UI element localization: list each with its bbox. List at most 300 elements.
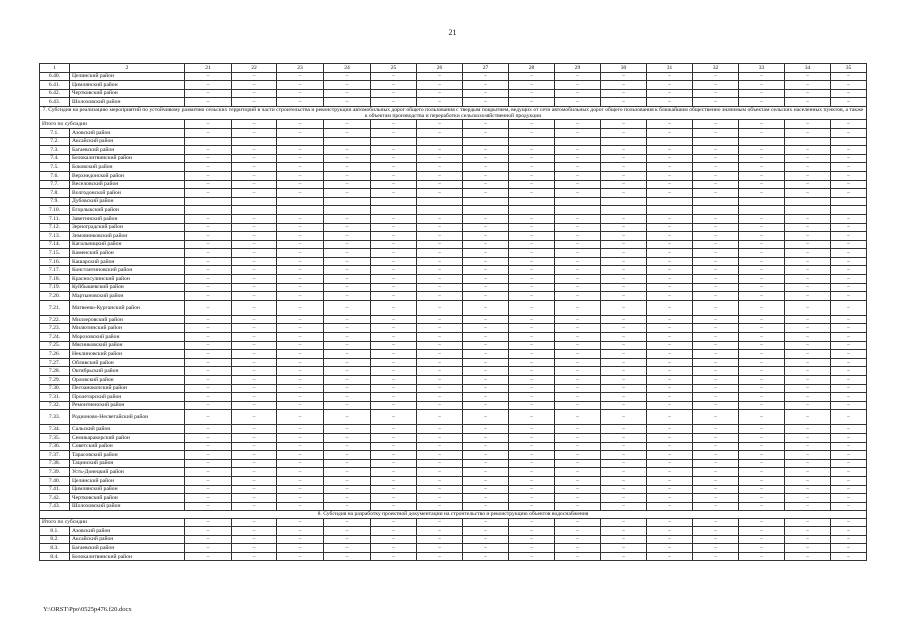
value-cell: – [601,171,647,180]
value-cell: – [831,98,867,107]
value-cell: – [463,315,509,324]
value-cell: – [417,189,463,198]
value-cell: – [601,257,647,266]
value-cell: – [693,442,739,451]
value-cell [831,137,867,146]
value-cell: – [785,89,831,98]
row-number: 7.8. [40,189,70,198]
value-cell: – [601,292,647,301]
value-cell: – [185,214,232,223]
value-cell: – [324,214,371,223]
value-cell: – [417,275,463,284]
value-cell: – [555,283,601,292]
value-cell: – [785,275,831,284]
value-cell: – [647,249,693,258]
value-cell [417,206,463,215]
value-cell: – [324,425,371,434]
row-number: 7.33. [40,410,70,425]
value-cell: – [555,266,601,275]
value-cell: – [555,333,601,342]
value-cell: – [371,275,417,284]
row-number: 7.36. [40,442,70,451]
district-name: Багаевский район [70,146,185,155]
value-cell: – [185,315,232,324]
value-cell [463,137,509,146]
value-cell: – [601,350,647,359]
value-cell: – [647,350,693,359]
row-number: 7.21. [40,300,70,315]
value-cell: – [185,544,232,553]
table-row [40,341,867,350]
row-number: 7.3. [40,146,70,155]
value-cell: – [601,384,647,393]
value-cell: – [371,72,417,81]
value-cell: – [324,476,371,485]
column-header: 22 [232,64,277,73]
value-cell: – [831,249,867,258]
table-row [40,376,867,385]
value-cell: – [277,494,324,503]
table-row [40,266,867,275]
value-cell: – [831,180,867,189]
value-cell [555,137,601,146]
value-cell: – [277,376,324,385]
table-row [40,214,867,223]
value-cell: – [739,120,785,129]
value-cell: – [647,425,693,434]
value-cell: – [509,163,555,172]
value-cell: – [277,485,324,494]
value-cell: – [509,518,555,527]
value-cell [831,206,867,215]
value-cell: – [417,81,463,90]
table-row [40,171,867,180]
value-cell: – [693,266,739,275]
value-cell: – [647,120,693,129]
district-name: Верхнедонской район [70,171,185,180]
table-row [40,535,867,544]
value-cell: – [785,518,831,527]
value-cell: – [417,544,463,553]
value-cell: – [555,240,601,249]
value-cell: – [185,494,232,503]
value-cell: – [693,494,739,503]
value-cell: – [693,358,739,367]
district-name: Цимлянский район [70,485,185,494]
district-name: Цимлянский район [70,81,185,90]
value-cell: – [371,333,417,342]
value-cell: – [232,410,277,425]
value-cell: – [324,544,371,553]
value-cell: – [463,154,509,163]
district-name: Волгодонской район [70,189,185,198]
table-row [40,180,867,189]
data-table [39,63,867,561]
value-cell: – [693,544,739,553]
value-cell: – [647,476,693,485]
row-number: 7.2. [40,137,70,146]
value-cell: – [647,275,693,284]
value-cell: – [693,249,739,258]
district-name: Неклиновский район [70,350,185,359]
value-cell: – [647,189,693,198]
value-cell: – [693,146,739,155]
value-cell: – [739,315,785,324]
value-cell: – [601,89,647,98]
value-cell: – [463,451,509,460]
row-number: 7.16. [40,257,70,266]
value-cell: – [693,527,739,536]
district-name: Ремонтненский район [70,401,185,410]
value-cell [739,197,785,206]
value-cell: – [463,410,509,425]
table-row [40,240,867,249]
value-cell: – [371,485,417,494]
value-cell: – [601,425,647,434]
district-name: Пролетарский район [70,393,185,402]
value-cell: – [601,552,647,561]
value-cell: – [601,249,647,258]
value-cell: – [277,367,324,376]
value-cell: – [185,163,232,172]
table-row [40,485,867,494]
value-cell: – [232,476,277,485]
value-cell: – [739,552,785,561]
value-cell: – [601,315,647,324]
value-cell: – [509,410,555,425]
value-cell: – [647,315,693,324]
value-cell: – [277,476,324,485]
value-cell: – [463,476,509,485]
value-cell: – [232,154,277,163]
value-cell: – [831,425,867,434]
district-name: Милютинский район [70,324,185,333]
value-cell: – [555,544,601,553]
value-cell: – [371,535,417,544]
value-cell: – [509,333,555,342]
value-cell: – [785,214,831,223]
value-cell: – [417,283,463,292]
value-cell: – [417,459,463,468]
value-cell: – [277,98,324,107]
value-cell: – [417,350,463,359]
column-header: 31 [647,64,693,73]
value-cell: – [277,232,324,241]
value-cell: – [417,384,463,393]
value-cell: – [647,358,693,367]
value-cell: – [693,324,739,333]
value-cell: – [831,442,867,451]
value-cell: – [555,433,601,442]
value-cell: – [601,459,647,468]
value-cell: – [463,72,509,81]
value-cell: – [555,275,601,284]
value-cell: – [185,535,232,544]
district-name: Семикаракорский район [70,433,185,442]
value-cell: – [324,128,371,137]
value-cell: – [647,341,693,350]
value-cell: – [463,552,509,561]
value-cell: – [232,376,277,385]
value-cell: – [831,468,867,477]
value-cell: – [509,442,555,451]
value-cell: – [417,518,463,527]
value-cell [647,137,693,146]
total-row [40,518,867,527]
column-header: 2 [70,64,185,73]
value-cell: – [417,425,463,434]
value-cell: – [371,81,417,90]
value-cell: – [232,552,277,561]
value-cell: – [785,146,831,155]
value-cell: – [232,98,277,107]
row-number: 7.6. [40,171,70,180]
row-number: 7.13. [40,232,70,241]
value-cell: – [555,292,601,301]
row-number: 7.14. [40,240,70,249]
value-cell: – [185,154,232,163]
value-cell: – [739,180,785,189]
value-cell: – [647,367,693,376]
section-heading-row [40,511,867,518]
value-cell: – [555,535,601,544]
value-cell: – [463,459,509,468]
row-number: 7.18. [40,275,70,284]
value-cell: – [232,89,277,98]
value-cell: – [371,468,417,477]
value-cell: – [277,425,324,434]
value-cell: – [509,459,555,468]
value-cell: – [232,393,277,402]
value-cell: – [785,442,831,451]
value-cell: – [371,171,417,180]
value-cell: – [463,425,509,434]
value-cell: – [693,292,739,301]
district-name: Обливский район [70,358,185,367]
value-cell: – [417,223,463,232]
value-cell: – [371,367,417,376]
value-cell: – [232,180,277,189]
value-cell [232,137,277,146]
row-number: 8.1. [40,527,70,536]
value-cell: – [601,180,647,189]
value-cell: – [417,214,463,223]
value-cell [693,137,739,146]
value-cell: – [463,333,509,342]
value-cell: – [185,341,232,350]
value-cell: – [232,171,277,180]
table-row [40,358,867,367]
value-cell [647,197,693,206]
value-cell: – [277,358,324,367]
table-row [40,552,867,561]
value-cell: – [601,358,647,367]
value-cell: – [693,476,739,485]
district-name: Тарасовский район [70,451,185,460]
row-number: 7.23. [40,324,70,333]
value-cell: – [324,350,371,359]
value-cell: – [739,249,785,258]
value-cell: – [831,283,867,292]
value-cell: – [831,367,867,376]
value-cell: – [277,393,324,402]
value-cell: – [371,249,417,258]
value-cell: – [739,275,785,284]
district-name: Константиновский район [70,266,185,275]
value-cell: – [601,535,647,544]
value-cell: – [509,367,555,376]
value-cell: – [601,544,647,553]
value-cell: – [601,283,647,292]
value-cell: – [417,266,463,275]
value-cell [785,197,831,206]
row-number: 7.31. [40,393,70,402]
value-cell: – [185,502,232,511]
value-cell: – [739,300,785,315]
value-cell: – [555,214,601,223]
value-cell: – [785,527,831,536]
value-cell: – [739,459,785,468]
value-cell: – [601,300,647,315]
value-cell: – [509,324,555,333]
table-row [40,232,867,241]
value-cell: – [509,535,555,544]
value-cell: – [739,214,785,223]
value-cell: – [831,485,867,494]
value-cell: – [277,257,324,266]
district-name: Мартыновский район [70,292,185,301]
value-cell: – [417,154,463,163]
value-cell: – [417,180,463,189]
value-cell: – [417,146,463,155]
value-cell: – [693,72,739,81]
table-row [40,292,867,301]
value-cell: – [555,459,601,468]
value-cell: – [324,459,371,468]
table-row [40,401,867,410]
column-header: 1 [40,64,70,73]
value-cell: – [463,468,509,477]
value-cell: – [509,544,555,553]
value-cell: – [785,476,831,485]
value-cell: – [785,120,831,129]
value-cell [185,206,232,215]
total-label: Итого по субсидии [40,518,185,527]
value-cell: – [324,292,371,301]
value-cell: – [324,468,371,477]
value-cell: – [693,468,739,477]
value-cell: – [371,324,417,333]
value-cell: – [555,324,601,333]
value-cell [509,137,555,146]
table-row [40,410,867,425]
value-cell: – [509,393,555,402]
value-cell: – [601,401,647,410]
value-cell: – [509,468,555,477]
value-cell: – [417,502,463,511]
value-cell: – [185,171,232,180]
value-cell: – [785,98,831,107]
value-cell: – [463,367,509,376]
district-name: Аксайский район [70,535,185,544]
value-cell: – [647,324,693,333]
row-number: 7.37. [40,451,70,460]
value-cell: – [647,393,693,402]
value-cell: – [555,518,601,527]
value-cell: – [831,232,867,241]
value-cell: – [555,451,601,460]
value-cell: – [693,401,739,410]
district-name: Зерноградский район [70,223,185,232]
value-cell: – [277,451,324,460]
value-cell: – [371,341,417,350]
value-cell: – [831,300,867,315]
value-cell: – [509,476,555,485]
value-cell: – [417,89,463,98]
value-cell: – [417,367,463,376]
value-cell: – [324,81,371,90]
table-body [40,64,867,561]
value-cell: – [693,232,739,241]
value-cell: – [555,180,601,189]
value-cell: – [739,128,785,137]
value-cell: – [185,468,232,477]
value-cell: – [509,451,555,460]
value-cell: – [831,315,867,324]
value-cell: – [831,223,867,232]
value-cell: – [324,232,371,241]
value-cell: – [232,544,277,553]
value-cell: – [463,376,509,385]
value-cell: – [324,401,371,410]
value-cell: – [232,257,277,266]
value-cell: – [232,275,277,284]
value-cell: – [371,358,417,367]
value-cell: – [417,240,463,249]
value-cell [785,206,831,215]
value-cell: – [693,425,739,434]
district-name: Белокалитвинский район [70,552,185,561]
value-cell: – [647,180,693,189]
value-cell: – [739,476,785,485]
value-cell: – [601,275,647,284]
row-number: 7.19. [40,283,70,292]
value-cell: – [371,214,417,223]
value-cell: – [601,189,647,198]
value-cell: – [324,240,371,249]
value-cell: – [185,120,232,129]
value-cell: – [555,341,601,350]
district-name: Кагальницкий район [70,240,185,249]
value-cell: – [509,171,555,180]
row-number: 7.41. [40,485,70,494]
value-cell: – [417,120,463,129]
value-cell: – [509,146,555,155]
value-cell: – [232,128,277,137]
value-cell: – [509,425,555,434]
district-name: Тацинский район [70,459,185,468]
value-cell: – [601,341,647,350]
value-cell: – [463,180,509,189]
value-cell [693,206,739,215]
value-cell: – [785,451,831,460]
value-cell: – [509,358,555,367]
value-cell: – [232,266,277,275]
row-number: 7.1. [40,128,70,137]
value-cell [739,206,785,215]
value-cell: – [277,292,324,301]
table-row [40,275,867,284]
